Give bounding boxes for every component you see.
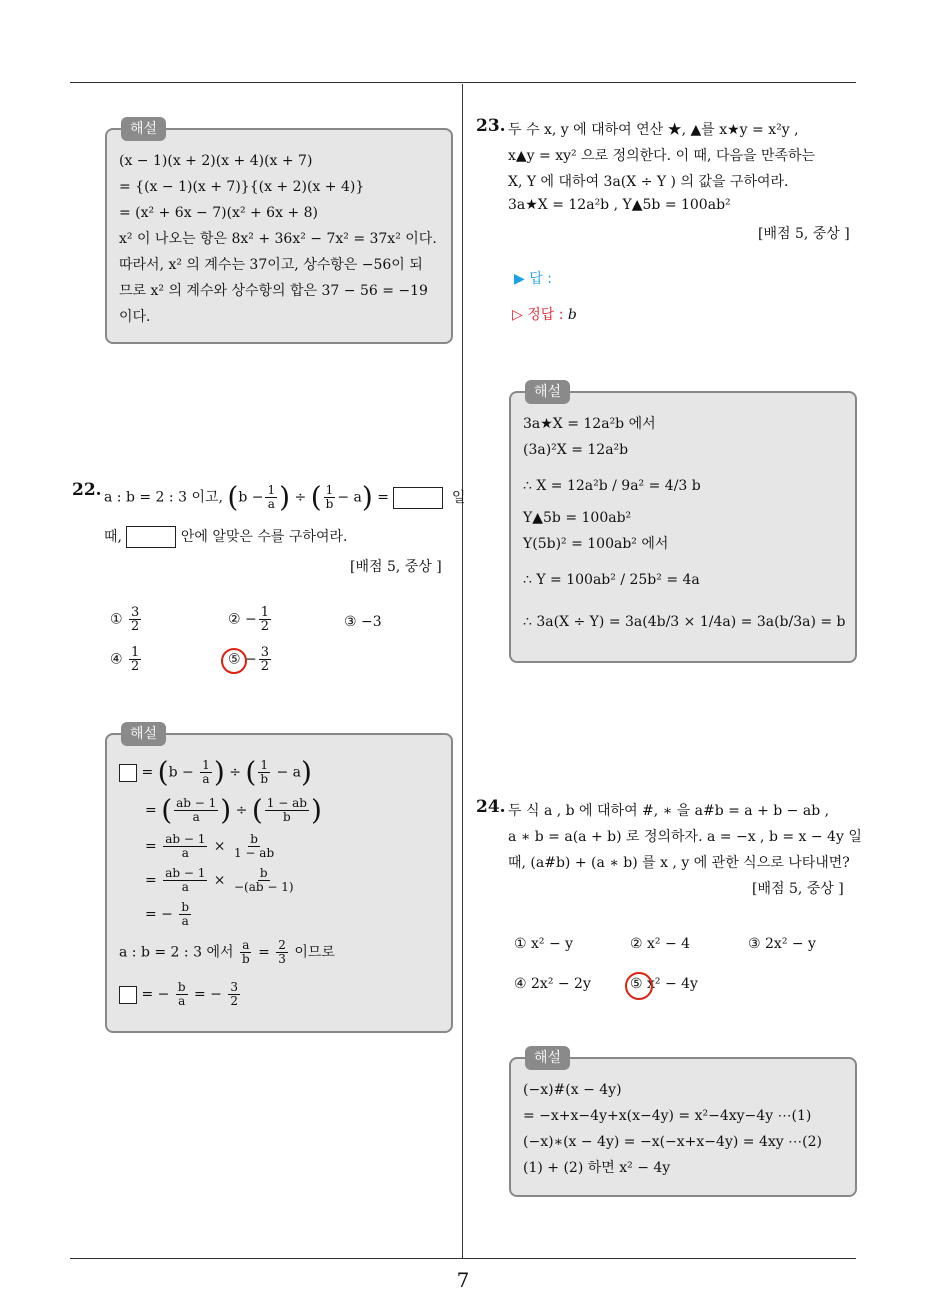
- frac-den: 2: [131, 619, 140, 634]
- choice-value: x² − 4: [647, 936, 691, 952]
- choice-number: ③: [748, 936, 761, 952]
- paren-left: (: [161, 793, 173, 827]
- question-number-24: 24.: [476, 797, 506, 817]
- choice-value: 2x² − y: [765, 936, 816, 952]
- frac-den: a: [181, 914, 189, 928]
- page-number: 7: [456, 1268, 470, 1292]
- frac-num: ab − 1: [165, 832, 206, 846]
- paren-right: ): [220, 793, 232, 827]
- fraction: [265, 484, 277, 511]
- frac-den: a: [202, 772, 210, 786]
- fraction: [258, 759, 270, 786]
- choice-value: x² − 4y: [647, 976, 698, 992]
- question-23-line: 두 수 x, y 에 대하여 연산 ★, ▲를 x★y = x²y ,: [508, 122, 799, 138]
- fraction: [163, 833, 207, 860]
- answer-mark-circle: [625, 972, 653, 1000]
- solution-line: 므로 x² 의 계수와 상수항의 합은 37 − 56 = −19: [119, 283, 428, 299]
- choice-3[interactable]: [748, 936, 816, 952]
- solution-line: (−x)#(x − 4y): [523, 1082, 622, 1098]
- question-23-line: 3a★X = 12a²b , Y▲5b = 100ab²: [508, 197, 731, 213]
- paren-left: (: [157, 755, 169, 789]
- paren-left: (: [310, 480, 322, 514]
- question-number-23: 23.: [476, 116, 506, 136]
- choice-number: ④: [514, 976, 527, 992]
- answer-mark-circle: [221, 648, 247, 674]
- frac-num: 3: [230, 980, 238, 994]
- frac-num: 1: [260, 758, 268, 772]
- top-rule: [70, 82, 856, 83]
- solution-line: ∴ Y = 100ab² / 25b² = 4a: [523, 572, 700, 588]
- solution-line-5: = − $\frac{b}{a}$: [145, 900, 190, 928]
- choice-2[interactable]: [228, 606, 273, 633]
- choice-value: x² − y: [531, 936, 574, 952]
- choice-value: −3: [361, 614, 382, 630]
- equals-sign: =: [377, 489, 389, 506]
- frac-num: ab − 1: [165, 866, 206, 880]
- solution-box-23: [509, 384, 857, 663]
- frac-den: 2: [131, 659, 140, 674]
- solution-line-6: a : b = 2 : 3 에서 $\frac{a}{b}$ = $\frac{2}{3}$ 이므로: [119, 938, 335, 966]
- solution-line: (−x)∗(x − 4y) = −x(−x+x−4y) = 4xy ⋯(2): [523, 1134, 822, 1150]
- solution-line: Y(5b)² = 100ab² 에서: [523, 536, 669, 552]
- solution-line: (1) + (2) 하면 x² − 4y: [523, 1160, 671, 1176]
- frac-den: b: [241, 952, 250, 966]
- paren-right: ): [310, 793, 322, 827]
- fraction: [276, 939, 288, 966]
- frac-den: a: [267, 497, 275, 511]
- frac-den: 2: [260, 619, 270, 634]
- fraction: [129, 646, 141, 673]
- frac-den: b: [260, 772, 269, 786]
- q22-text: 때,: [104, 529, 122, 545]
- fraction: [232, 867, 296, 894]
- frac-num: b: [181, 900, 190, 914]
- frac-den: 2: [230, 994, 238, 1008]
- choice-number: ①: [110, 611, 123, 628]
- solution-line: ∴ X = 12a²b / 9a² = 4/3 b: [523, 478, 701, 494]
- frac-num: 1: [325, 483, 334, 497]
- choice-4[interactable]: [110, 646, 143, 673]
- fraction: [163, 867, 207, 894]
- paren-right: ): [301, 755, 312, 789]
- frac-num: 1: [131, 645, 140, 660]
- answer-blank: [119, 764, 137, 782]
- choice-value: 2x² − 2y: [531, 976, 591, 992]
- q22-text: a : b = 2 : 3 이고,: [104, 489, 223, 506]
- question-22-line-2: [104, 526, 347, 548]
- paren-left: (: [251, 793, 263, 827]
- solution-tag: 해설: [121, 117, 166, 141]
- q22-text: 일: [451, 489, 466, 506]
- points-label: [배점 5, 중상 ]: [350, 559, 442, 575]
- solution-line: ∴ 3a(X ÷ Y) = 3a(4b/3 × 1/4a) = 3a(b/3a) = b: [523, 614, 846, 630]
- frac-num: b: [177, 980, 186, 994]
- fraction: [259, 646, 271, 673]
- frac-num: b: [259, 866, 268, 880]
- solution-line-2: = ( $\frac{ab - 1}{a}$ ) ÷ ( $\frac{1 - ab}{b}$ ): [145, 793, 322, 827]
- paren-left: (: [227, 480, 239, 514]
- solution-tag: 해설: [525, 1046, 570, 1070]
- question-number-22: 22.: [72, 480, 102, 500]
- choice-number: ①: [514, 936, 527, 952]
- choice-number: ②: [630, 936, 643, 952]
- frac-num: a: [242, 938, 250, 952]
- solution-line: Y▲5b = 100ab²: [523, 510, 632, 526]
- points-label: [배점 5, 중상 ]: [752, 881, 844, 897]
- frac-num: 1: [202, 758, 210, 772]
- bottom-rule: [70, 1258, 856, 1259]
- frac-den: a: [181, 880, 189, 894]
- frac-num: 2: [278, 938, 286, 952]
- sign: −: [245, 611, 257, 628]
- frac-num: 1 − ab: [266, 796, 307, 810]
- solution-tag: 해설: [121, 722, 166, 746]
- choice-number: ④: [110, 651, 123, 668]
- points-label: [배점 5, 중상 ]: [758, 226, 850, 242]
- sign: −: [245, 651, 257, 668]
- divide-sign: ÷: [294, 489, 307, 506]
- correct-answer-label: [512, 304, 577, 324]
- correct-label-text: ▷ 정답 :: [512, 307, 564, 323]
- fraction: [174, 797, 218, 824]
- solution-line: 따라서, x² 의 계수는 37이고, 상수항은 −56이 되: [119, 257, 423, 273]
- solution-line-3: = $\frac{ab - 1}{a}$ × $\frac{b}{1 - ab}$: [145, 832, 275, 860]
- question-23-line: x▲y = xy² 으로 정의한다. 이 때, 다음을 만족하는: [508, 148, 816, 164]
- answer-label: ▶ 답 :: [514, 271, 552, 287]
- choice-1[interactable]: [110, 606, 143, 633]
- fraction: [129, 606, 141, 633]
- column-divider: [462, 84, 463, 1259]
- choice-number: ③: [344, 614, 357, 630]
- fraction: [179, 901, 191, 928]
- solution-line: (x − 1)(x + 2)(x + 4)(x + 7): [119, 153, 313, 169]
- frac-den: 2: [260, 659, 270, 674]
- paren-right: ): [361, 480, 373, 514]
- choice-2[interactable]: [630, 936, 690, 952]
- frac-den: b: [325, 497, 334, 511]
- choice-4[interactable]: [514, 976, 591, 992]
- frac-num: 1: [260, 605, 270, 620]
- question-24-line: 때, (a#b) + (a ∗ b) 를 x , y 에 관한 식으로 나타내면?: [508, 855, 850, 871]
- fraction: [176, 981, 188, 1008]
- choice-number: ⑤: [228, 651, 241, 668]
- solution-line: (3a)²X = 12a²b: [523, 442, 629, 458]
- frac-num: b: [250, 832, 258, 846]
- frac-num: ab − 1: [176, 796, 217, 810]
- frac-den: 1 − ab: [233, 846, 275, 860]
- solution-line-4: = $\frac{ab - 1}{a}$ × $\frac{b}{-(ab - 1)}$: [145, 866, 294, 894]
- q22-expr: − a: [337, 489, 362, 506]
- frac-num: 1: [267, 483, 276, 497]
- solution-line-7: = − $\frac{b}{a}$ = − $\frac{3}{2}$: [119, 981, 242, 1008]
- q22-text: 안에 알맞은 수를 구하여라.: [180, 529, 348, 545]
- frac-den: a: [178, 994, 186, 1008]
- frac-den: a: [181, 846, 189, 860]
- correct-answer-value: b: [567, 307, 577, 323]
- solution-line: = −x+x−4y+x(x−4y) = x²−4xy−4y ⋯(1): [523, 1108, 812, 1124]
- solution-line: 이다.: [119, 309, 151, 325]
- solution-box-24: [509, 1050, 857, 1197]
- choice-number: ②: [228, 611, 241, 628]
- answer-blank: [393, 487, 443, 509]
- answer-blank: [119, 986, 137, 1004]
- choice-number: ⑤: [630, 976, 643, 992]
- solution-box-22: [105, 726, 453, 1033]
- fraction: [200, 759, 212, 786]
- solution-text: 이므로: [294, 944, 335, 961]
- solution-tag: 해설: [525, 380, 570, 404]
- paren-left: (: [245, 755, 257, 789]
- fraction: [228, 981, 240, 1008]
- frac-num: 3: [131, 605, 140, 620]
- fraction: [265, 797, 309, 824]
- fraction: [240, 939, 252, 966]
- paren-right: ): [213, 755, 225, 789]
- frac-den: a: [192, 810, 200, 824]
- solution-text: a : b = 2 : 3 에서: [119, 944, 234, 961]
- solution-box-21: [105, 121, 453, 344]
- question-23-line: X, Y 에 대하여 3a(X ÷ Y ) 의 값을 구하여라.: [508, 174, 789, 190]
- frac-den: b: [283, 810, 291, 824]
- solution-line: x² 이 나오는 항은 8x² + 36x² − 7x² = 37x² 이다.: [119, 231, 437, 247]
- fraction: [259, 606, 271, 633]
- paren-right: ): [279, 480, 291, 514]
- question-24-line: a ∗ b = a(a + b) 로 정의하자. a = −x , b = x − 4y 일: [508, 829, 862, 845]
- frac-num: 3: [260, 645, 270, 660]
- answer-blank: [126, 526, 176, 548]
- q22-expr: b −: [238, 489, 264, 506]
- frac-den: 3: [278, 952, 286, 966]
- solution-line-1: = (b − $\frac{1}{a}$ ) ÷ ( $\frac{1}{b}$ − a): [119, 759, 312, 786]
- fraction: [232, 833, 276, 860]
- choice-3[interactable]: [344, 614, 382, 630]
- question-24-line: 두 식 a , b 에 대하여 #, ∗ 을 a#b = a + b − ab ,: [508, 803, 830, 819]
- solution-line: = {(x − 1)(x + 7)}{(x + 2)(x + 4)}: [119, 179, 365, 195]
- solution-line: = (x² + 6x − 7)(x² + 6x + 8): [119, 205, 318, 221]
- solution-line: 3a★X = 12a²b 에서: [523, 416, 656, 432]
- question-22-line-1: [104, 480, 466, 514]
- choice-1[interactable]: [514, 936, 573, 952]
- fraction: [324, 484, 336, 511]
- frac-den: −(ab − 1): [233, 880, 294, 894]
